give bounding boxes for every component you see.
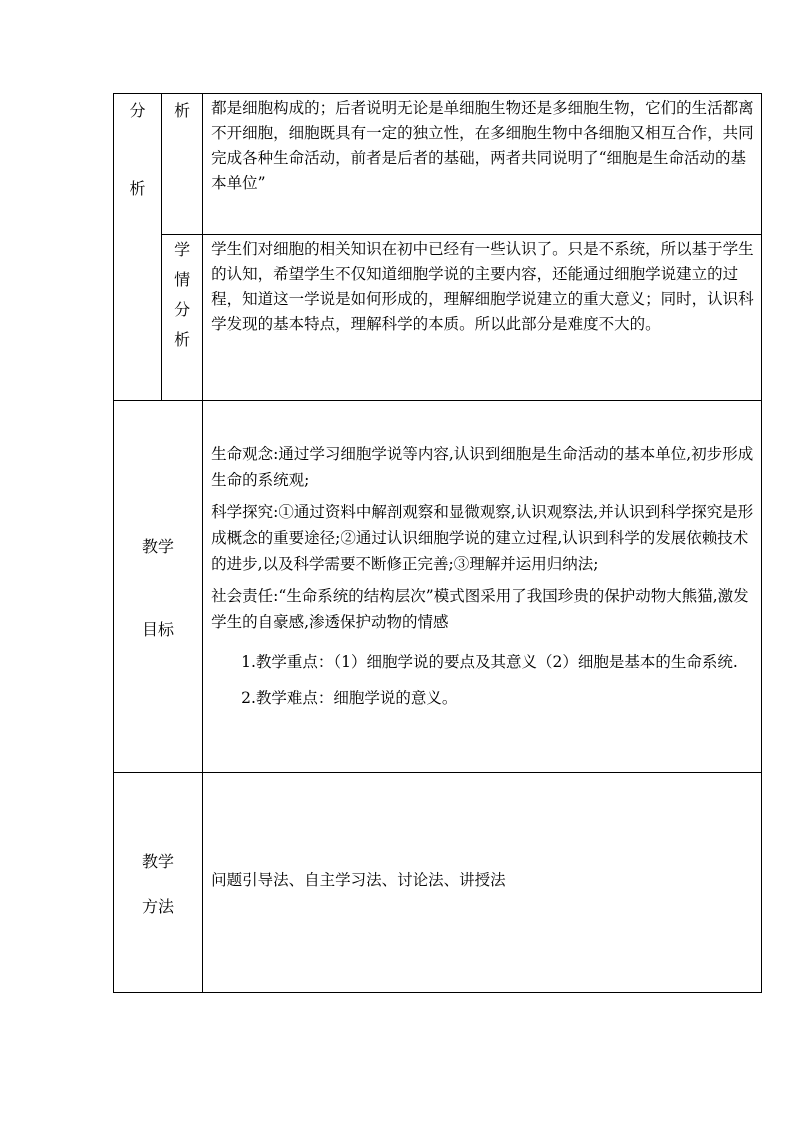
teaching-methods-label-line: 教学	[142, 851, 175, 871]
teaching-methods-label-cell	[114, 773, 203, 993]
learner-analysis-row	[114, 235, 762, 401]
teaching-goals-label-line: 教学	[142, 536, 175, 556]
teaching-goals-row	[114, 401, 762, 773]
textbook-analysis-label-cell	[162, 94, 203, 235]
learner-analysis-text: 学生们对细胞的相关知识在初中已经有一些认识了。只是不系统，所以基于学生的认知，希望学生不仅知道细胞学说的主要内容，还能通过细胞学说建立的过程，知道这一学说是如何形成的，理解细胞学说建立的重大意义；同时，认识科学发现的基本特点，理解科学的本质。所以此部分是难度不大的。	[211, 240, 754, 333]
analysis-label-cell	[114, 94, 162, 401]
textbook-analysis-text: 都是细胞构成的；后者说明无论是单细胞生物还是多细胞生物，它们的生活都离不开细胞，细胞既具有一定的独立性，在多细胞生物中各细胞又相互合作，共同完成各种生命活动，前者是后者的基础，两者共同说明了“细胞是生命活动的基本单位”	[211, 99, 754, 192]
teaching-methods-row	[114, 773, 762, 993]
teaching-methods-content	[203, 773, 762, 993]
teaching-difficulties: 2.教学难点：细胞学说的意义。	[241, 689, 458, 707]
teaching-goals-label-cell	[114, 401, 203, 773]
teaching-methods-label-line: 方法	[142, 896, 175, 916]
learner-label-char: 学	[174, 240, 191, 259]
analysis-label-char: 分	[129, 101, 146, 120]
teaching-key-points: 1.教学重点：（1）细胞学说的要点及其意义（2）细胞是基本的生命系统.	[241, 653, 738, 671]
analysis-label-char: 析	[129, 179, 146, 198]
analysis-row	[114, 94, 762, 235]
lesson-plan-table	[113, 93, 762, 993]
teaching-goals-label-line: 目标	[142, 619, 175, 639]
learner-analysis-content	[203, 235, 762, 401]
textbook-analysis-label: 析	[174, 101, 191, 120]
teaching-methods-text: 问题引导法、自主学习法、讨论法、讲授法	[211, 870, 506, 889]
goal-social-responsibility: 社会责任:“生命系统的结构层次”模式图采用了我国珍贵的保护动物大熊猫,激发学生的自豪感,渗透保护动物的情感	[211, 587, 749, 631]
goal-life-concept: 生命观念:通过学习细胞学说等内容,认识到细胞是生命活动的基本单位,初步形成生命的系统观;	[211, 445, 754, 489]
learner-label-char: 析	[174, 330, 191, 349]
learner-label-char: 分	[174, 300, 191, 319]
goal-scientific-inquiry: 科学探究:①通过资料中解剖观察和显微观察,认识观察法,并认识到科学探究是形成概念的重要途径;②通过认识细胞学说的建立过程,认识到科学的发展依赖技术的进步,以及科学需要不断修正完善;③理解并运用归纳法;	[211, 503, 754, 573]
textbook-analysis-content	[203, 94, 762, 235]
learner-label-char: 情	[174, 270, 191, 289]
teaching-goals-content	[203, 401, 762, 773]
learner-analysis-label-cell	[162, 235, 203, 401]
